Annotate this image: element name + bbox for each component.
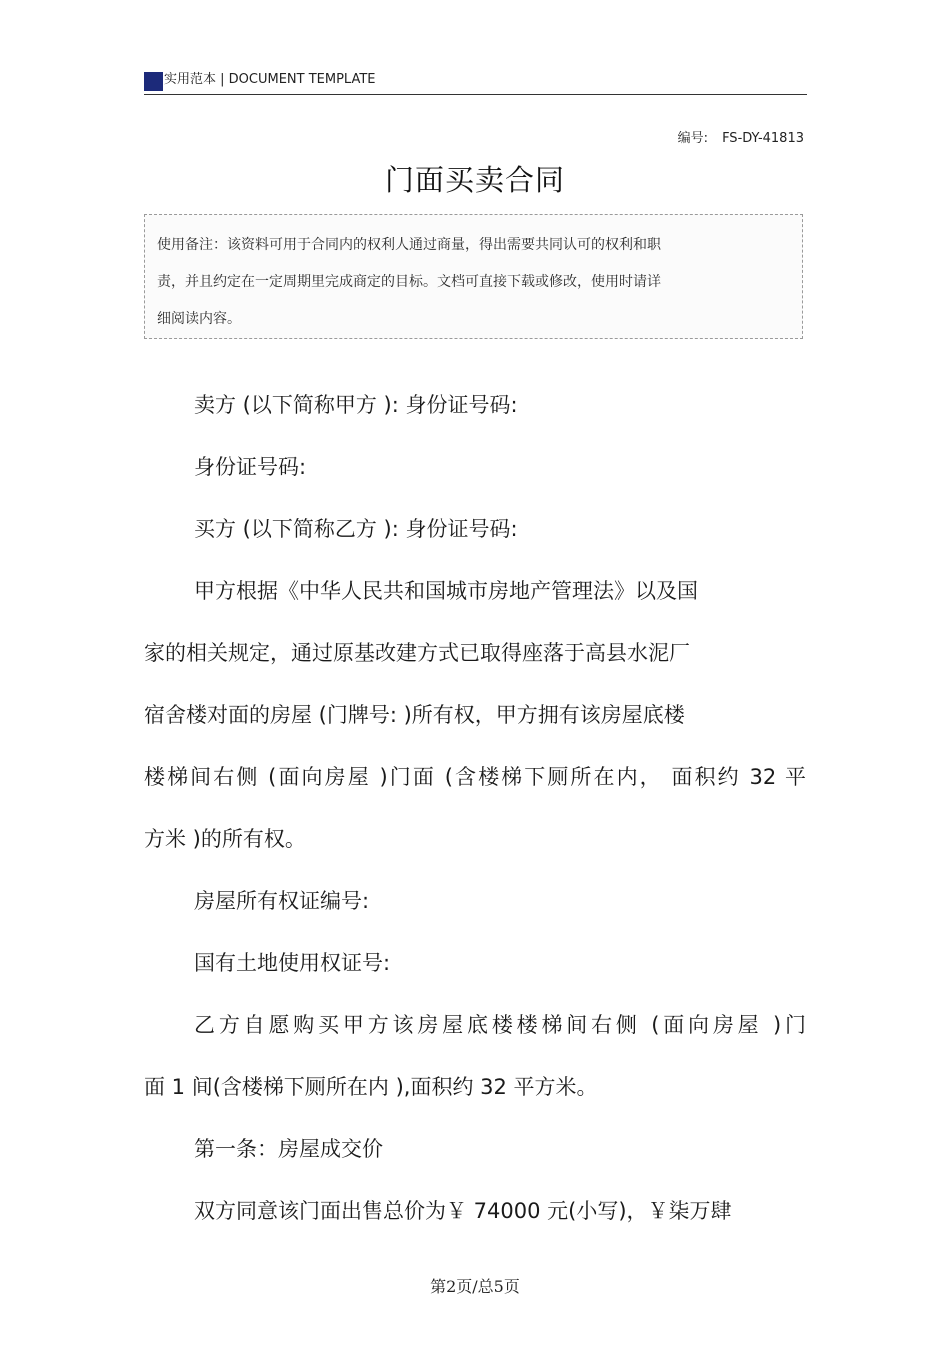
document-number-value: FS-DY-41813 [722,131,804,146]
paragraph-line: 宿舍楼对面的房屋 (门牌号: )所有权，甲方拥有该房屋底楼 [144,703,685,727]
buyer-line: 买方 (以下简称乙方 ): 身份证号码: [194,517,518,541]
seller-line: 卖方 (以下简称甲方 ): 身份证号码: [194,393,518,417]
document-number [678,127,804,146]
article-heading: 第一条：房屋成交价 [194,1137,383,1161]
document-number-label: 编号: [677,131,709,146]
contract-body [144,374,806,1242]
paragraph-line: 楼梯间右侧 (面向房屋 )门面 (含楼梯下厕所在内， 面积约 32 平 [144,765,806,789]
property-certificate-line: 房屋所有权证编号: [194,889,370,913]
page-header [144,70,807,95]
usage-note-line: 使用备注：该资料可用于合同内的权利人通过商量，得出需要共同认可的权利和职 [157,237,661,253]
usage-note-line: 责，并且约定在一定周期里完成商定的目标。文档可直接下载或修改，使用时请详 [157,274,661,290]
document-title: 门面买卖合同 [384,163,565,197]
paragraph-line: 面 1 间(含楼梯下厕所在内 ),面积约 32 平方米。 [144,1075,598,1099]
paragraph-line: 乙方自愿购买甲方该房屋底楼楼梯间右侧 (面向房屋 )门 [194,1013,806,1037]
header-text: 实用范本 | DOCUMENT TEMPLATE [164,72,376,87]
land-certificate-line: 国有土地使用权证号: [194,951,391,975]
header-logo-square [144,72,163,91]
usage-note-line: 细阅读内容。 [157,311,241,327]
paragraph-line: 甲方根据《中华人民共和国城市房地产管理法》以及国 [194,579,698,603]
paragraph-line: 方米 )的所有权。 [144,827,306,851]
page-footer: 第2页/总5页 [430,1277,520,1296]
paragraph-line: 家的相关规定，通过原基改建方式已取得座落于高县水泥厂 [144,641,690,665]
paragraph-line: 双方同意该门面出售总价为￥ 74000 元(小写)，￥柒万肆 [194,1199,732,1223]
seller-id-line: 身份证号码: [194,455,307,479]
usage-note-box [144,214,803,339]
usage-note-text [157,227,757,338]
